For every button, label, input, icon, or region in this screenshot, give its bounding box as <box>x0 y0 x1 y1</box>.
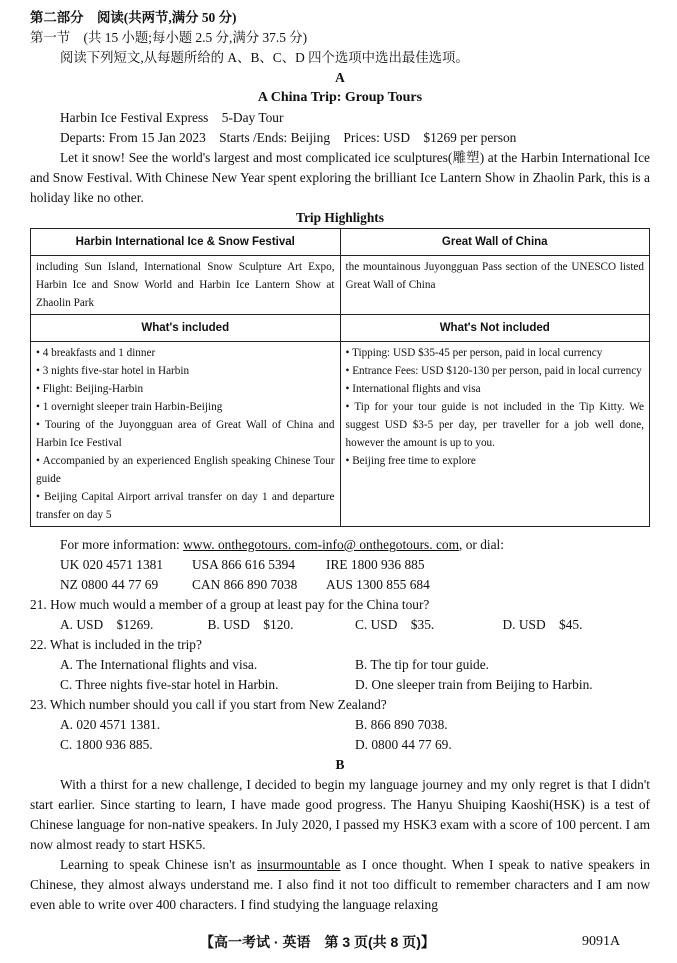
question-23-options-row2 <box>30 735 650 755</box>
question-21-options <box>30 615 650 635</box>
footer-code: 9091A <box>582 934 621 949</box>
phone-can: CAN 866 890 7038 <box>192 577 298 592</box>
phone-aus: AUS 1300 855 684 <box>326 577 430 592</box>
table-head-great-wall: Great Wall of China <box>340 229 650 256</box>
question-21: 21. How much would a member of a group at least pay for the China tour? <box>30 597 430 612</box>
included-item: • Touring of the Juyongguan area of Great Wall of China and Harbin Ice Festival <box>36 416 335 452</box>
phone-nz: NZ 0800 44 77 69 <box>60 577 159 592</box>
not-included-item: • Tipping: USD $35-45 per person, paid in local currency <box>346 344 645 362</box>
not-included-item: • Tip for your tour guide is not included in the Tip Kitty. We suggest USD $3-5 per day, per traveller for a job well done, however the amount is up to you. <box>346 398 645 452</box>
question-23-options-row1 <box>30 715 650 735</box>
q21-option-c: C. USD $35. <box>355 617 435 632</box>
passage-a-intro: Let it snow! See the world's largest and most complicated ice sculptures(雕塑) at the Harbin International Ice and Snow Festival. With Chinese New Year spent exploring the brilliant Ice Lantern Show in Zhaolin Park, this is a holiday like no other. <box>30 150 650 205</box>
festival-description: including Sun Island, International Snow Sculpture Art Expo, Harbin Ice and Snow World and Harbin Ice Lantern Show at Zhaolin Park <box>31 256 341 315</box>
not-included-item: • Entrance Fees: USD $120-130 per person, paid in local currency <box>346 362 645 380</box>
table-head-included: What's included <box>31 315 341 342</box>
not-included-item: • Beijing free time to explore <box>346 452 645 470</box>
q23-option-d: D. 0800 44 77 69. <box>355 737 452 752</box>
phone-uk: UK 020 4571 1381 <box>60 557 164 572</box>
more-info-prefix: For more information: <box>60 537 184 552</box>
section-subtitle: 第一节 (共 15 小题;每小题 2.5 分,满分 37.5 分) <box>30 30 308 45</box>
included-item: • 3 nights five-star hotel in Harbin <box>36 362 335 380</box>
trip-highlights-table <box>30 228 650 527</box>
footer-page-info: 【高一考试 · 英语 第 3 页(共 8 页)】 <box>200 934 435 950</box>
highlights-title: Trip Highlights <box>296 210 384 225</box>
passage-b-paragraph-2 <box>30 855 650 915</box>
instruction: 阅读下列短文,从每题所给的 A、B、C、D 四个选项中选出最佳选项。 <box>60 50 469 65</box>
included-item: • Flight: Beijing-Harbin <box>36 380 335 398</box>
underlined-word: insurmountable <box>257 857 341 872</box>
table-head-festival: Harbin International Ice & Snow Festival <box>31 229 341 256</box>
question-22: 22. What is included in the trip? <box>30 637 202 652</box>
q22-option-a: A. The International flights and visa. <box>60 657 258 672</box>
included-item: • 4 breakfasts and 1 dinner <box>36 344 335 362</box>
q23-option-b: B. 866 890 7038. <box>355 717 448 732</box>
passage-a-letter: A <box>335 70 345 85</box>
phone-usa: USA 866 616 5394 <box>192 557 296 572</box>
not-included-item: • International flights and visa <box>346 380 645 398</box>
phone-row-1 <box>30 555 650 575</box>
included-list-cell <box>31 342 341 527</box>
not-included-list-cell <box>340 342 650 527</box>
included-item: • Accompanied by an experienced English speaking Chinese Tour guide <box>36 452 335 488</box>
q23-option-a: A. 020 4571 1381. <box>60 717 161 732</box>
part-title: 第二部分 阅读(共两节,满分 50 分) <box>30 10 237 25</box>
exam-page <box>30 8 650 915</box>
more-info-line <box>30 535 650 555</box>
passage-b-letter: B <box>335 757 345 772</box>
phone-ire: IRE 1800 936 885 <box>326 557 425 572</box>
question-22-options-row2 <box>30 675 650 695</box>
included-item: • 1 overnight sleeper train Harbin-Beijing <box>36 398 335 416</box>
passage-b-paragraph-1: With a thirst for a new challenge, I decided to begin my language journey and my only regret is that I didn't start earlier. Since starting to learn, I have made good progress. The Hanyu Shuiping Kaoshi(HSK) is a test of Chinese language for non-native speakers. In July 2020, I passed my HSK3 exam with a score of 100 percent. I am now almost ready to start HSK5. <box>30 777 650 852</box>
phone-row-2 <box>30 575 650 595</box>
q21-option-a: A. USD $1269. <box>60 617 154 632</box>
question-23: 23. Which number should you call if you start from New Zealand? <box>30 697 387 712</box>
q21-option-d: D. USD $45. <box>502 617 583 632</box>
p2-text-before: Learning to speak Chinese isn't as <box>60 857 258 872</box>
q21-option-b: B. USD $120. <box>207 617 294 632</box>
not-included-list <box>346 344 645 470</box>
q22-option-b: B. The tip for tour guide. <box>355 657 490 672</box>
table-head-not-included: What's Not included <box>340 315 650 342</box>
p2-text-after: as I once thought. When I speak to native speakers in Chinese, they almost always understand me. I also find it not too difficult to remember characters and I am now even able to write over 400 characters. I find studying the language relaxing <box>30 857 650 912</box>
more-info-link[interactable]: www. onthegotours. com-info@ onthegotours. com <box>183 537 459 552</box>
q22-option-c: C. Three nights five-star hotel in Harbin. <box>60 677 279 692</box>
question-22-options-row1 <box>30 655 650 675</box>
tour-name: Harbin Ice Festival Express 5-Day Tour <box>60 110 284 125</box>
included-list <box>36 344 335 524</box>
q22-option-d: D. One sleeper train from Beijing to Harbin. <box>355 677 593 692</box>
q23-option-c: C. 1800 936 885. <box>60 737 153 752</box>
tour-details: Departs: From 15 Jan 2023 Starts /Ends: Beijing Prices: USD $1269 per person <box>60 130 517 145</box>
more-info-suffix: , or dial: <box>459 537 504 552</box>
included-item: • Beijing Capital Airport arrival transfer on day 1 and departure transfer on day 5 <box>36 488 335 524</box>
great-wall-description: the mountainous Juyongguan Pass section of the UNESCO listed Great Wall of China <box>340 256 650 315</box>
passage-a-title: A China Trip: Group Tours <box>257 90 423 105</box>
